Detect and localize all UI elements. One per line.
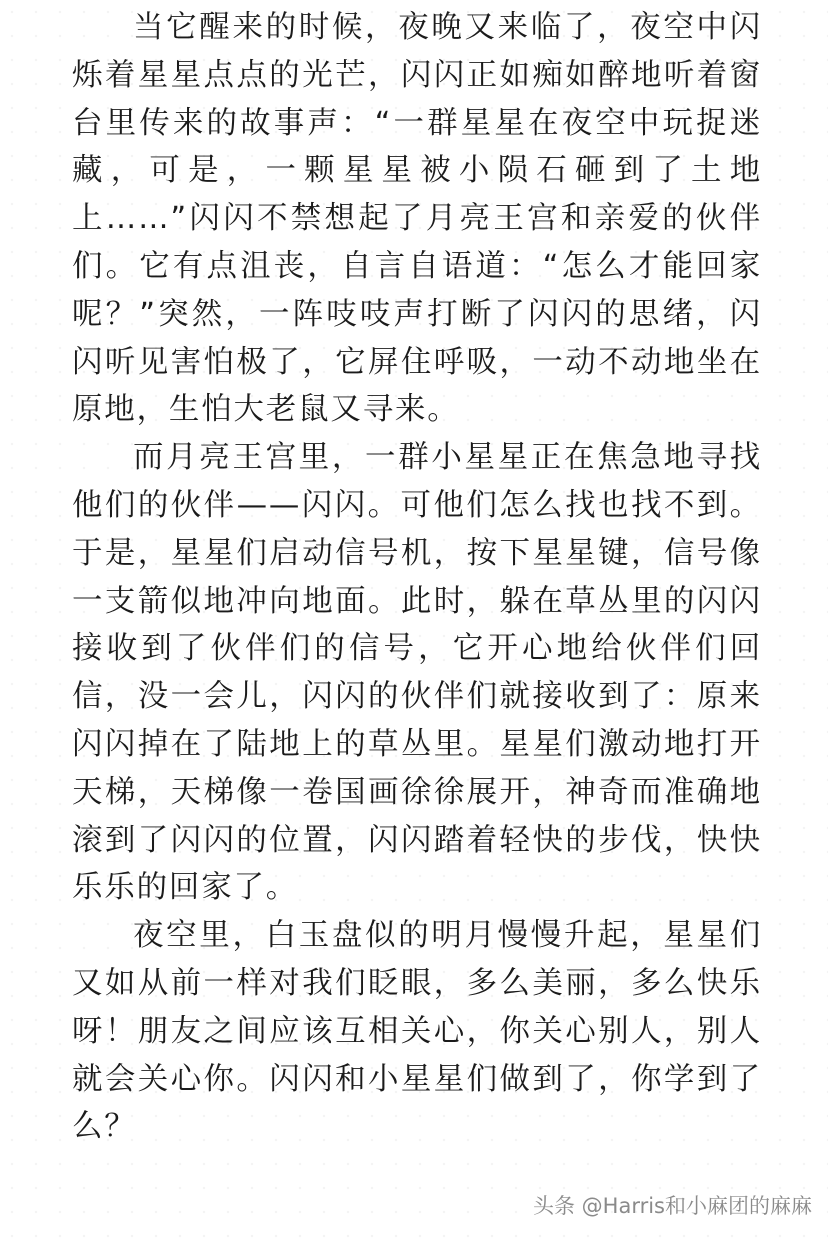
paragraph-1: 当它醒来的时候，夜晚又来临了，夜空中闪烁着星星点点的光芒，闪闪正如痴如醉地听着窗台里传来的故事声：“一群星星在夜空中玩捉迷藏，可是，一颗星星被小陨石砸到了土地上……”闪闪不禁想起了月亮王宫和亲爱的伙伴们。它有点沮丧，自言自语道：“怎么才能回家呢？”突然，一阵吱吱声打断了闪闪的思绪，闪闪听见害怕极了，它屏住呼吸，一动不动地坐在原地，生怕大老鼠又寻来。: [72, 10, 762, 428]
story-article: [72, 4, 762, 1151]
paragraph-3: 夜空里，白玉盘似的明月慢慢升起，星星们又如从前一样对我们眨眼，多么美丽，多么快乐呀！朋友之间应该互相关心，你关心别人，别人就会关心你。闪闪和小星星们做到了，你学到了么？: [72, 918, 762, 1145]
source-watermark: 头条 @Harris和小麻团的麻麻: [532, 1194, 812, 1218]
paragraph-2: 而月亮王宫里，一群小星星正在焦急地寻找他们的伙伴——闪闪。可他们怎么找也找不到。于是，星星们启动信号机，按下星星键，信号像一支箭似地冲向地面。此时，躲在草丛里的闪闪接收到了伙伴们的信号，它开心地给伙伴们回信，没一会儿，闪闪的伙伴们就接收到了：原来闪闪掉在了陆地上的草丛里。星星们激动地打开天梯，天梯像一卷国画徐徐展开，神奇而准确地滚到了闪闪的位置，闪闪踏着轻快的步伐，快快乐乐的回家了。: [72, 440, 762, 906]
